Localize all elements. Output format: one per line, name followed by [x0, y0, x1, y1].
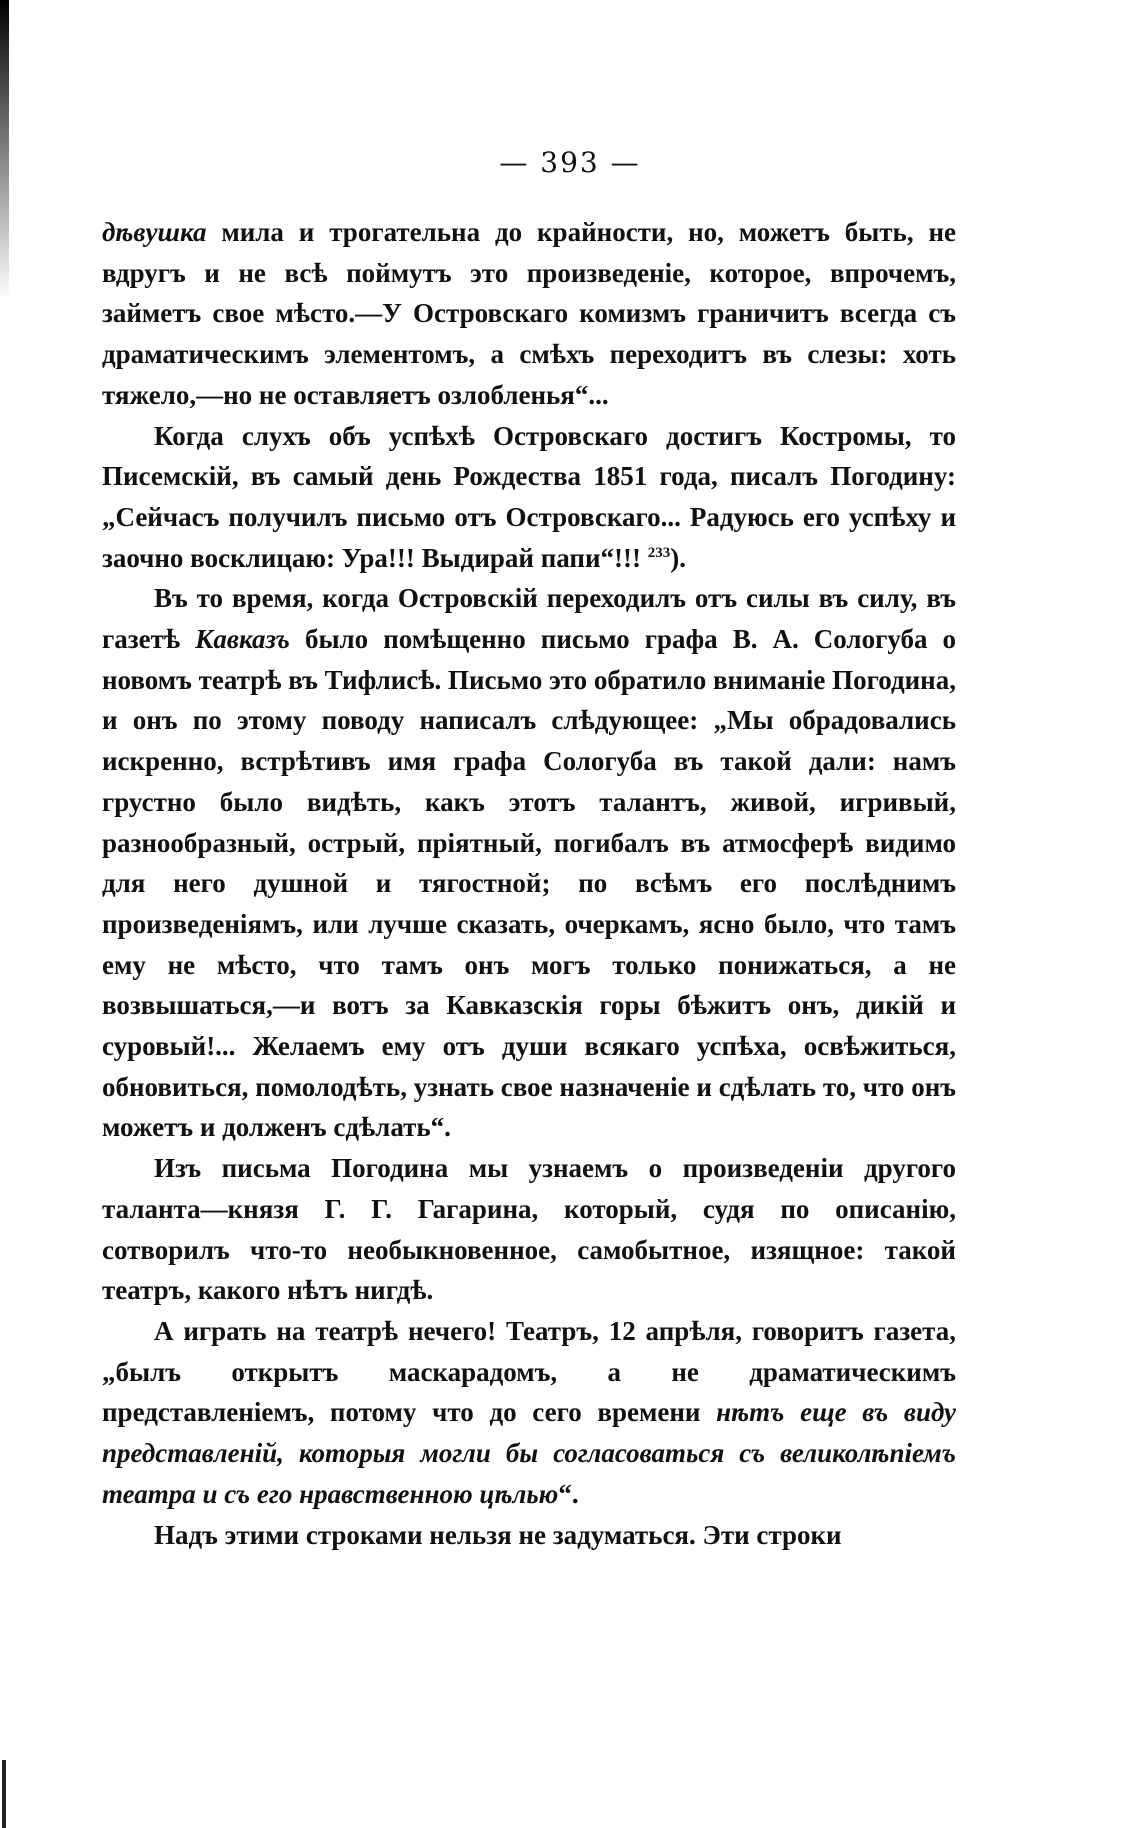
- paragraph: [102, 1515, 956, 1556]
- text-run: А играть на театрѣ нечего! Театръ, 12 апрѣля, говоритъ газета, „былъ открытъ маскарадомъ, а не драматическимъ представленіемъ, потому что до сего времени: [102, 1315, 956, 1428]
- text-run: Изъ письма Погодина мы узнаемъ о произведеніи другого таланта—князя Г. Г. Гагарина, который, судя по описанію, сотворилъ что-то необыкновенное, самобытное, изящное: такой театръ, какого нѣтъ нигдѣ.: [102, 1153, 956, 1306]
- paragraph: [102, 1148, 956, 1311]
- italic-text: Кавказъ: [195, 624, 290, 655]
- paragraph: [102, 416, 956, 579]
- text-run: Въ то время, когда Островскій переходилъ отъ силы въ силу, въ газетѣ: [102, 583, 956, 655]
- paragraph: [102, 1311, 956, 1515]
- text-run: “.: [558, 1478, 579, 1509]
- scan-edge-mark: [2, 1760, 6, 1828]
- italic-text: нѣтъ еще въ виду представленій, которыя могли бы согласоваться съ великолѣпіемъ театра и съ его нравственною цѣлью: [102, 1397, 956, 1509]
- text-run: Когда слухъ объ успѣхѣ Островскаго достигъ Костромы, то Писемскій, въ самый день Рождества 1851 года, писалъ Погодину: „Сейчасъ получилъ письмо отъ Островскаго... Радуюсь его успѣху и заочно восклицаю: Ура!!! Выдирай папи“!!!: [102, 420, 956, 573]
- text-run: было помѣщенно письмо графа В. А. Сологуба о новомъ театрѣ въ Тифлисѣ. Письмо это обратило вниманіе Погодина, и онъ по этому поводу написалъ слѣдующее: „Мы обрадовались искренно, встрѣтивъ имя графа Сологуба въ такой дали: намъ грустно было видѣть, какъ этотъ талантъ, живой, игривый, разнообразный, острый, пріятный, погибалъ въ атмосферѣ видимо для него душной и тягостной; по всѣмъ его послѣднимъ произведеніямъ, или лучше сказать, очеркамъ, ясно было, что тамъ ему не мѣсто, что тамъ онъ могъ только понижаться, а не возвышаться,—и вотъ за Кавказскія горы бѣжитъ онъ, дикій и суровый!... Желаемъ ему отъ души всякаго успѣха, освѣжиться, обновиться, помолодѣть, узнать свое назначеніе и сдѣлать то, что онъ можетъ и долженъ сдѣлать“.: [102, 624, 957, 1143]
- footnote-ref: 233: [647, 544, 671, 561]
- italic-text: дѣвушка: [102, 217, 207, 247]
- body-text: [102, 212, 956, 1555]
- text-run: Надъ этими строками нельзя не задуматься. Эти строки: [154, 1519, 842, 1550]
- paragraph: [102, 578, 956, 1148]
- text-run: ).: [670, 542, 687, 573]
- text-run: мила и трогательна до крайности, но, можетъ быть, не вдругъ и не всѣ поймутъ это произведеніе, которое, впрочемъ, займетъ свое мѣсто.—У Островскаго комизмъ граничитъ всегда съ драматическимъ элементомъ, а смѣхъ переходитъ въ слезы: хоть тяжело,—но не оставляетъ озлобленья“...: [102, 217, 956, 410]
- paragraph: [102, 212, 956, 416]
- page-number: — 393 —: [499, 146, 641, 179]
